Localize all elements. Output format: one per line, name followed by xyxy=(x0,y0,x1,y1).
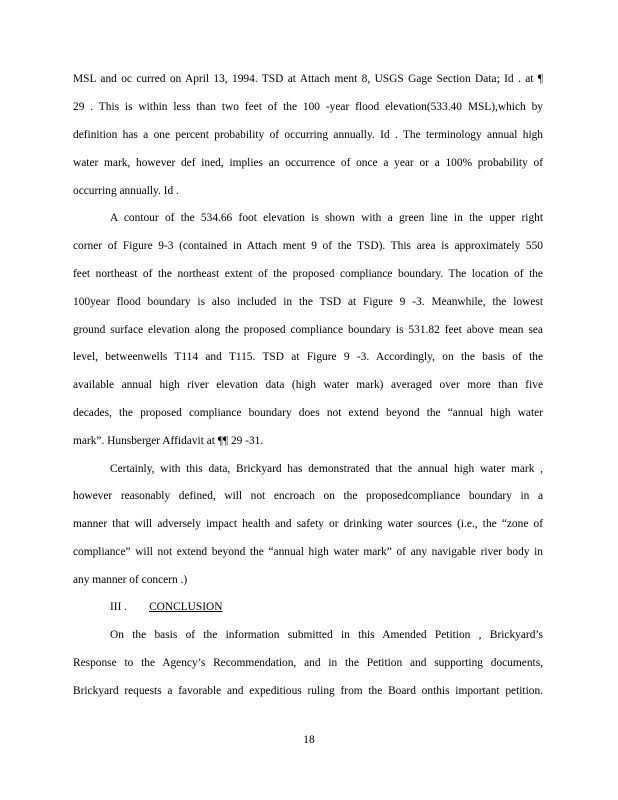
text-line: Certainly, with this data, Brickyard has demonstrated that the annual high water mark , xyxy=(110,463,543,475)
text-line: available annual high river elevation data (high water mark) averaged over more than five xyxy=(73,379,543,391)
page-number: 18 xyxy=(303,734,315,746)
text-line: any manner of concern .) xyxy=(73,574,188,586)
text-line: 29 . This is within less than two feet of the 100 -year flood elevation(533.40 MSL),which by xyxy=(73,101,543,113)
text-line: level, betweenwells T114 and T115. TSD at Figure 9 -3. Accordingly, on the basis of the xyxy=(73,351,543,363)
text-line: Brickyard requests a favorable and expeditious ruling from the Board onthis important petition. xyxy=(73,685,543,697)
text-line: corner of Figure 9-3 (contained in Attach ment 9 of the TSD). This area is approximately 550 xyxy=(73,240,543,252)
text-line: however reasonably defined, will not encroach on the proposedcompliance boundary in a xyxy=(73,490,543,502)
text-line: water mark, however def ined, implies an occurrence of once a year or a 100% probability of xyxy=(73,157,543,169)
text-line: A contour of the 534.66 foot elevation is shown with a green line in the upper right xyxy=(110,212,543,224)
text-line: mark”. Hunsberger Affidavit at ¶¶ 29 -31. xyxy=(73,435,264,447)
section-title: CONCLUSION xyxy=(149,601,223,613)
text-line: occurring annually. Id . xyxy=(73,185,179,197)
section-heading xyxy=(110,600,223,614)
text-line: feet northeast of the northeast extent of the proposed compliance boundary. The location of the xyxy=(73,268,543,280)
text-line: decades, the proposed compliance boundary does not extend beyond the “annual high water xyxy=(73,407,543,419)
text-line: Response to the Agency’s Recommendation, and in the Petition and supporting documents, xyxy=(73,657,543,669)
text-line: On the basis of the information submitted in this Amended Petition , Brickyard’s xyxy=(110,629,543,641)
section-number: III . xyxy=(110,601,128,613)
text-line: compliance” will not extend beyond the “annual high water mark” of any navigable river body in xyxy=(73,546,543,558)
text-line: manner that will adversely impact health and safety or drinking water sources (i.e., the “zone of xyxy=(73,518,543,530)
text-line: ground surface elevation along the proposed compliance boundary is 531.82 feet above mean sea xyxy=(73,324,543,336)
text-line: 100year flood boundary is also included in the TSD at Figure 9 -3. Meanwhile, the lowest xyxy=(73,296,543,308)
text-line: MSL and oc curred on April 13, 1994. TSD at Attach ment 8, USGS Gage Section Data; Id . at ¶ xyxy=(73,73,543,85)
text-line: definition has a one percent probability of occurring annually. Id . The terminology annual high xyxy=(73,129,543,141)
